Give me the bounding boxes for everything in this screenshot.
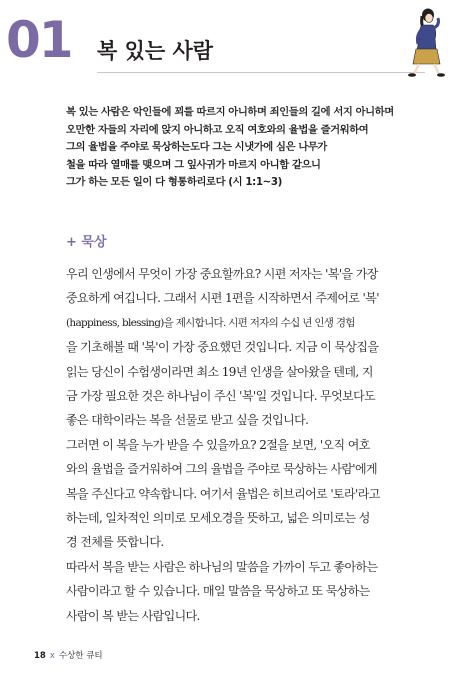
quote-line: 철을 따라 열매를 맺으며 그 잎사귀가 마르지 아니함 같으니 [66,158,321,171]
body-line: 을 기초해볼 때 '복'이 가장 중요했던 것입니다. 지금 이 묵상집을 [66,340,379,355]
quote-line: 복 있는 사람은 악인들에 꾀를 따르지 아니하며 죄인들의 길에 서지 아니하며 [66,106,394,118]
body-line: 우리 인생에서 무엇이 가장 중요할까요? 시편 저자는 '복'을 가장 [66,267,378,281]
body-line: 그러면 이 복을 누가 받을 수 있을까요? 2절을 보면, '오직 여호 [66,437,370,452]
girl-illustration-icon [388,6,454,82]
body-line: 하는데, 일차적인 의미로 모세오경을 뜻하고, 넓은 의미로는 성 [66,511,370,526]
chapter-title: 복 있는 사람 [97,39,214,63]
body-line: 사람이 복 받는 사람입니다. [66,608,200,623]
body-line: 따라서 복을 받는 사람은 하나님의 말씀을 가까이 두고 좋아하는 [66,559,378,574]
body-line: 와의 율법을 즐거워하여 그의 율법을 주야로 묵상하는 사람'에게 [66,462,377,477]
quote-line: 오만한 자들의 자리에 앉지 아니하고 오직 여호와의 율법을 즐거워하여 [66,123,369,136]
body-line: 경 전체를 뜻합니다. [66,535,164,550]
scripture-quote [66,104,426,192]
page-number: 18 [34,651,46,661]
chapter-number: 01 [6,11,72,69]
body-line: (happiness, blessing)을 제시합니다. 시편 저자의 수십 년 인생 경험 [66,316,355,329]
body-line: 사람이라고 할 수 있습니다. 매일 말씀을 묵상하고 또 묵상하는 [66,584,370,599]
body-line: 복을 주신다고 약속합니다. 여기서 율법은 히브리어로 '토라'라고 [66,486,380,501]
page-footer [34,650,103,662]
body-line: 읽는 당신이 수험생이라면 최소 19년 인생을 살아왔을 텐데, 지 [66,364,373,379]
body-line: 금 가장 필요한 것은 하나님이 주신 '복'일 것입니다. 무엇보다도 [66,389,376,404]
quote-line: 그의 율법을 주야로 묵상하는도다 그는 시냇가에 심은 나무가 [66,141,327,154]
body-line: 중요하게 여깁니다. 그래서 시편 1편을 시작하면서 주제어로 '복' [66,291,379,306]
book-title: 수상한 큐티 [58,651,103,661]
section-heading: + 묵상 [66,235,107,250]
footer-separator: x [49,651,55,661]
header-divider [97,72,425,73]
chapter-header [0,0,470,80]
meditation-body [66,262,412,628]
quote-line: 그가 하는 모든 일이 다 형통하리로다 (시 1:1~3) [66,176,282,189]
body-line: 좋은 대학이라는 복을 선물로 받고 싶을 것입니다. [66,413,309,428]
